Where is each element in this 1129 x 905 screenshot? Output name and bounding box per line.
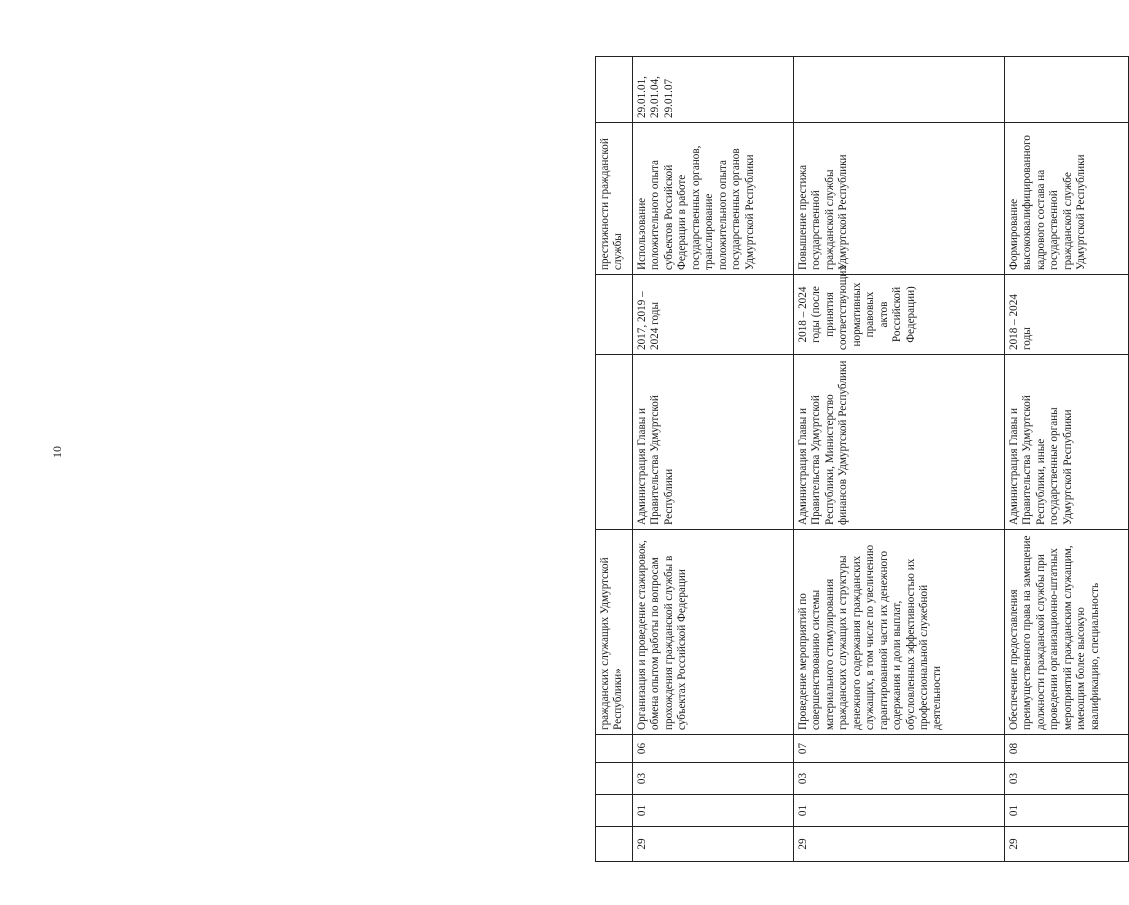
event-cell: Проведение мероприятий по совершенствованию системы материального стимулирования гражданских служащих и структуры денежного содержания гражданских служащих, в том числе по увеличению гарантированной части их денежного содержания и доли выплат, обусловленных эффективностью их профессиональной служебной деятельности [794, 530, 1005, 735]
code-cell [596, 795, 633, 827]
table-row [1005, 57, 1129, 862]
indicator-cell [1005, 57, 1129, 123]
code-cell: 01 [794, 795, 1005, 827]
term-cell: 2017, 2019 – 2024 годы [633, 275, 794, 355]
code-cell: 29 [794, 827, 1005, 862]
code-cell: 01 [633, 795, 794, 827]
term-cell [596, 275, 633, 355]
result-cell: престижности гражданской службы [596, 123, 633, 275]
table-row [794, 57, 1005, 862]
executor-cell: Администрация Главы и Правительства Удмуртской Республики, Министерство финансов Удмуртской Республики [794, 355, 1005, 530]
executor-cell: Администрация Главы и Правительства Удмуртской Республики, иные государственные органы Удмуртской Республики [1005, 355, 1129, 530]
indicator-cell [794, 57, 1005, 123]
event-cell: Организация и проведение стажировок, обмена опытом работы по вопросам прохождения гражданской службы в субъектах Российской Федерации [633, 530, 794, 735]
code-cell: 29 [633, 827, 794, 862]
result-cell: Формирование высококвалифицированного кадрового состава на государственной гражданской службе Удмуртской Республики [1005, 123, 1129, 275]
indicator-cell [596, 57, 633, 123]
executor-cell: Администрация Главы и Правительства Удмуртской Республики [633, 355, 794, 530]
table-row [633, 57, 794, 862]
result-cell: Использование положительного опыта субъектов Российской Федерации в работе государственных органов, транслирование положительного опыта государственных органов Удмуртской Республики [633, 123, 794, 275]
term-cell: 2018 – 2024 годы [1005, 275, 1129, 355]
code-cell [596, 827, 633, 862]
code-cell: 07 [794, 735, 1005, 763]
code-cell: 06 [633, 735, 794, 763]
code-cell: 03 [1005, 763, 1129, 795]
program-measures-table [595, 56, 1129, 862]
code-cell [596, 763, 633, 795]
event-cell: гражданских служащих Удмуртской Республики» [596, 530, 633, 735]
page-number: 10 [50, 446, 64, 458]
event-cell: Обеспечение предоставления преимущественного права на замещение должности гражданской службы при проведении организационно-штатных мероприятий гражданским служащим, имеющим более высокую квалификацию, специальность [1005, 530, 1129, 735]
result-cell: Повышение престижа государственной гражданской службы Удмуртской Республики [794, 123, 1005, 275]
code-cell: 01 [1005, 795, 1129, 827]
code-cell [596, 735, 633, 763]
table-row-continuation [596, 57, 633, 862]
executor-cell [596, 355, 633, 530]
term-cell: 2018 – 2024 годы (после принятия соответствующих нормативных правовых актов Российской Федерации) [794, 275, 1005, 355]
document-table-rotated [595, 57, 1100, 862]
indicator-cell: 29.01.01, 29.01.04, 29.01.07 [633, 57, 794, 123]
code-cell: 29 [1005, 827, 1129, 862]
code-cell: 03 [794, 763, 1005, 795]
code-cell: 03 [633, 763, 794, 795]
code-cell: 08 [1005, 735, 1129, 763]
